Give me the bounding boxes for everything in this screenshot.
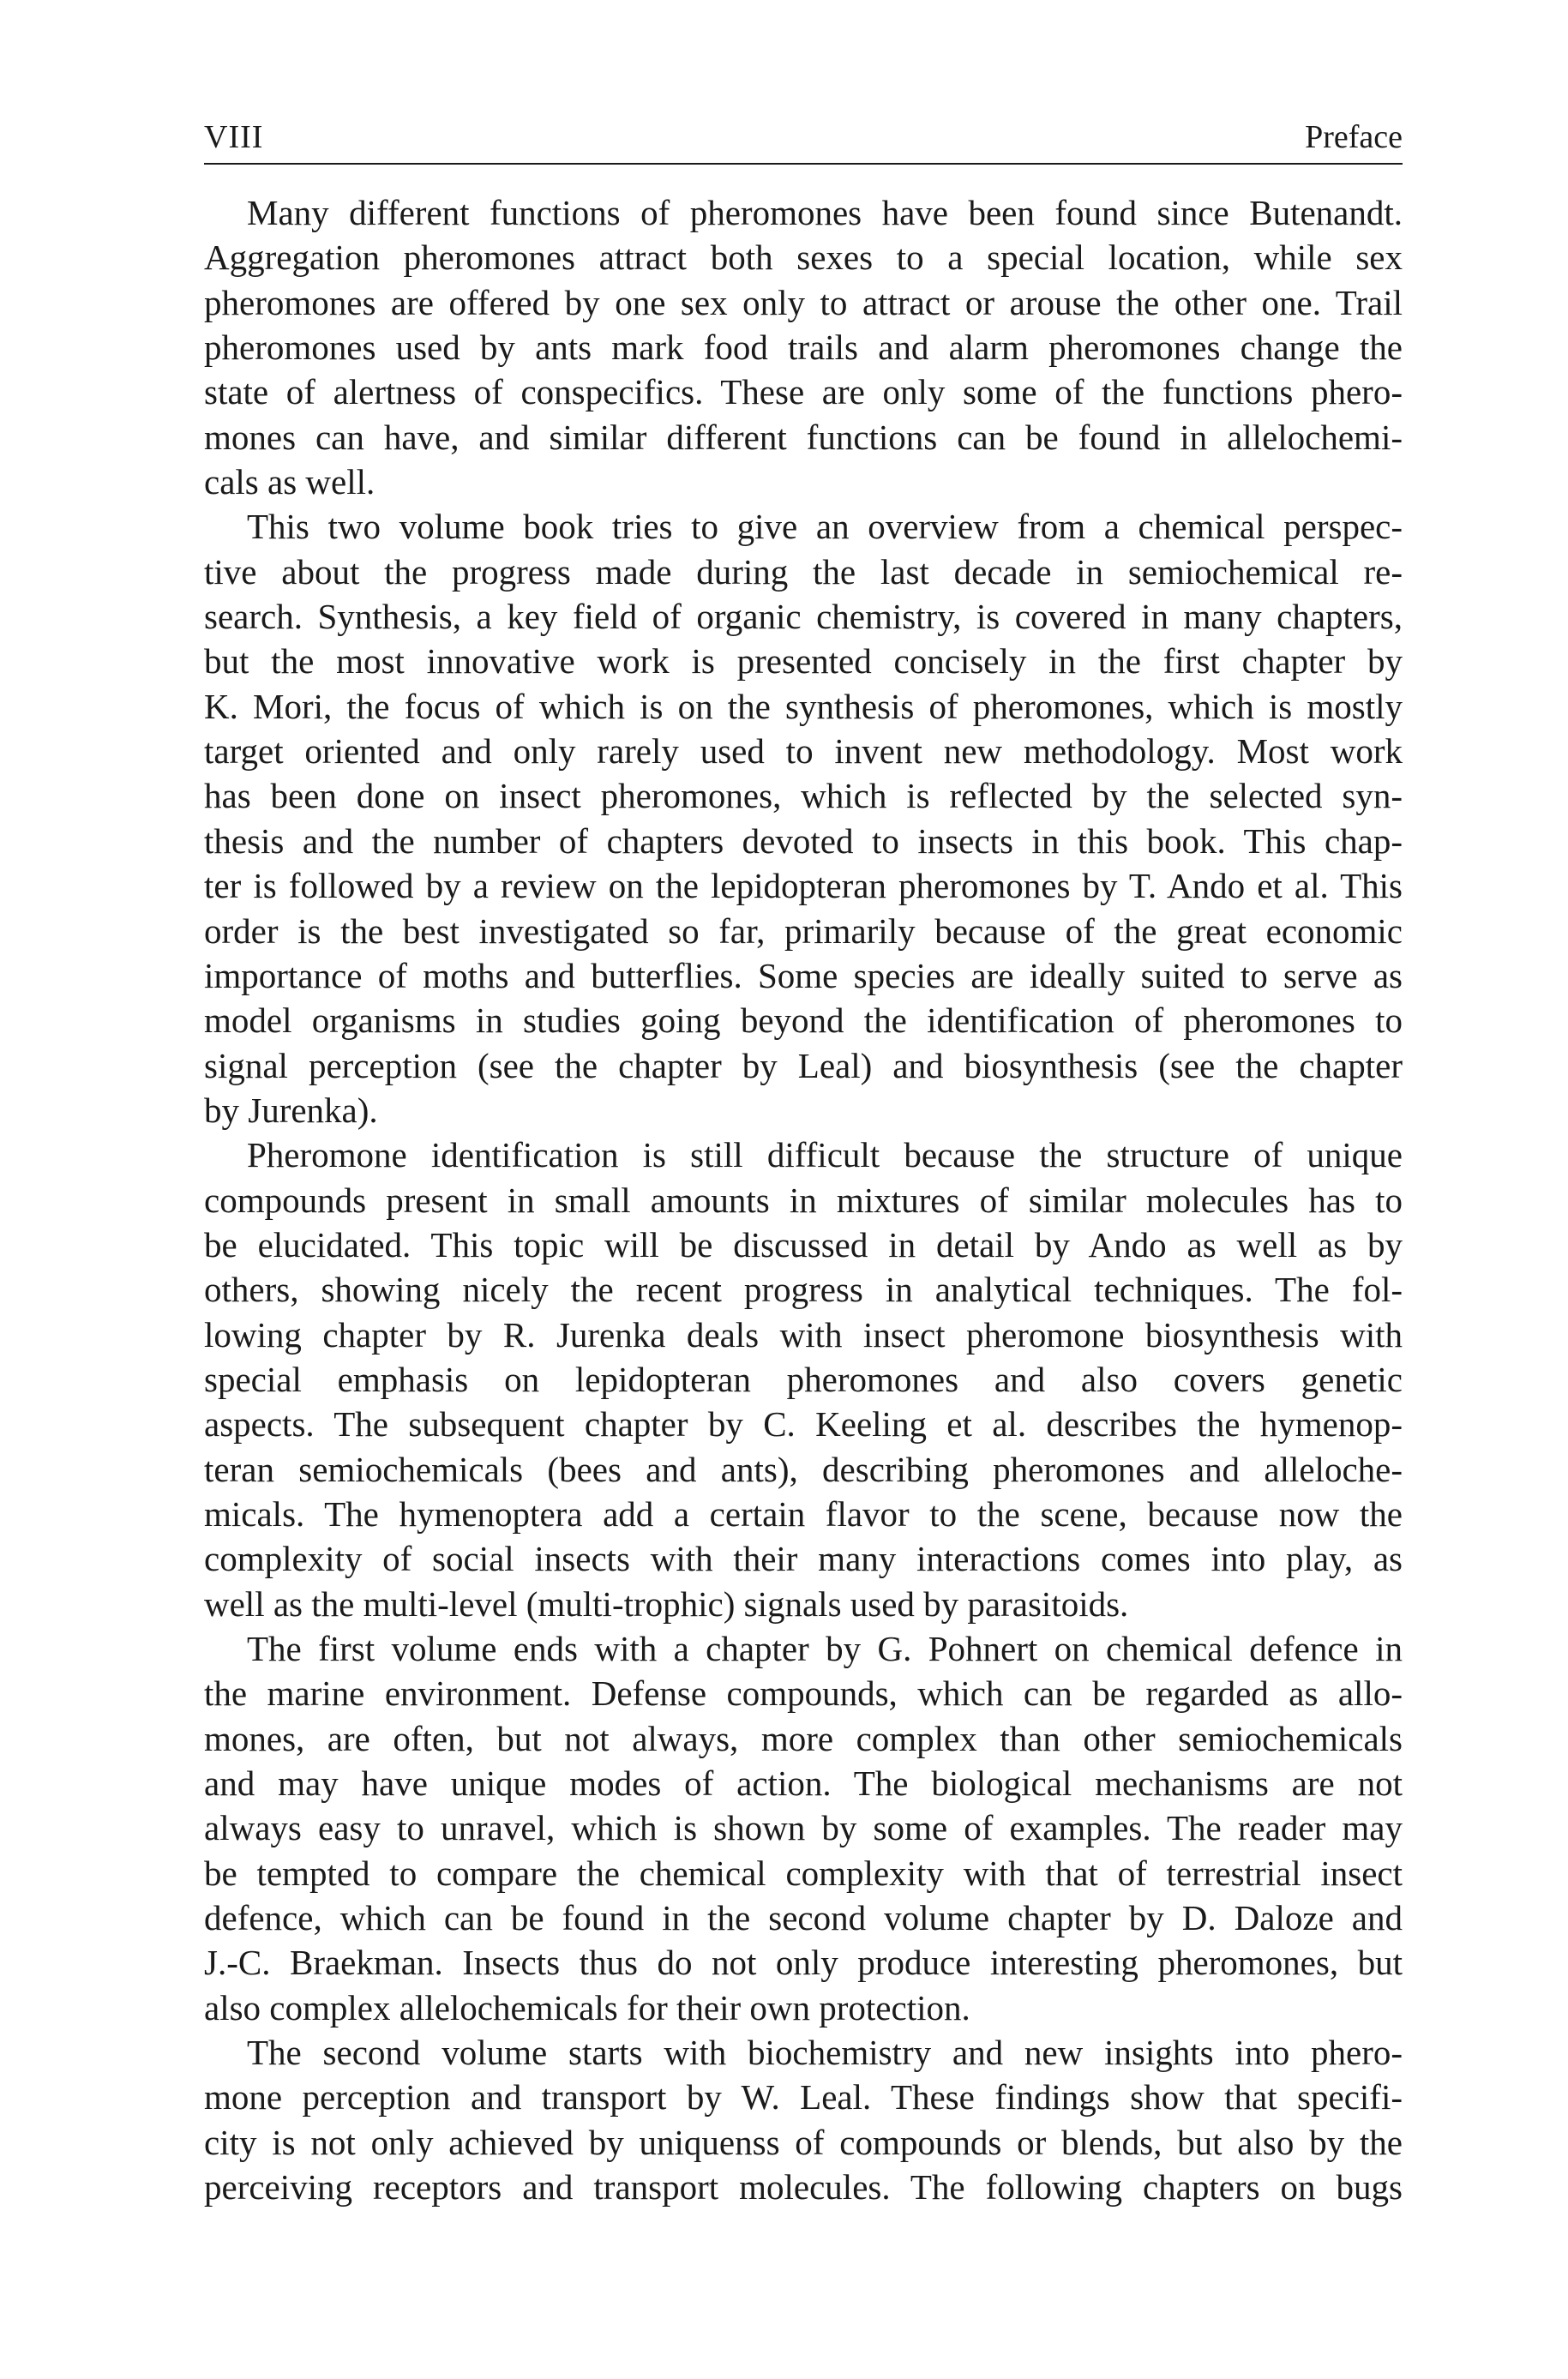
text-line: target oriented and only rarely used to invent new methodology. Most work [204,731,1403,772]
text-line: cals as well. [204,462,375,502]
paragraph [204,504,1403,1132]
page-number: VIII [204,119,264,155]
text-line: Pheromone identification is still difficult because the structure of unique [247,1135,1403,1175]
text-line: model organisms in studies going beyond the identification of pheromones to [204,1000,1403,1041]
running-head [204,118,1403,165]
text-line: Aggregation pheromones attract both sexes to a special location, while sex [204,237,1403,278]
text-line: mones, are often, but not always, more complex than other semiochemicals [204,1718,1403,1758]
section-title: Preface [1305,119,1403,155]
paragraph [204,190,1403,504]
text-line: be elucidated. This topic will be discussed in detail by Ando as well as by [204,1224,1403,1265]
text-line: lowing chapter by R. Jurenka deals with insect pheromone biosynthesis with [204,1314,1403,1355]
text-line: ter is followed by a review on the lepidopteran pheromones by T. Ando et al. This [204,866,1403,906]
text-line: defence, which can be found in the second volume chapter by D. Daloze and [204,1898,1403,1938]
text-line: aspects. The subsequent chapter by C. Keeling et al. describes the hymenop- [204,1404,1403,1445]
preface-body-text [204,190,1403,2209]
paragraph [204,2030,1403,2209]
text-line: The second volume starts with biochemistry and new insights into phero- [247,2033,1403,2073]
text-line: always easy to unravel, which is shown by some of examples. The reader may [204,1808,1403,1848]
text-line: The first volume ends with a chapter by G. Pohnert on chemical defence in [247,1629,1403,1668]
text-line: city is not only achieved by uniquenss of compounds or blends, but also by the [204,2122,1403,2162]
text-line: teran semiochemicals (bees and ants), describing pheromones and alleloche- [204,1449,1403,1489]
text-line: state of alertness of conspecifics. These are only some of the functions phero- [204,372,1403,412]
text-line: thesis and the number of chapters devoted to insects in this book. This chap- [204,820,1403,861]
text-line: compounds present in small amounts in mixtures of similar molecules has to [204,1180,1403,1220]
text-line: well as the multi-level (multi-trophic) signals used by parasitoids. [204,1583,1129,1624]
paragraph [204,1132,1403,1626]
text-line: pheromones are offered by one sex only to attract or arouse the other one. Trail [204,282,1403,322]
text-line: tive about the progress made during the last decade in semiochemical re- [204,551,1403,592]
text-line: importance of moths and butterflies. Some species are ideally suited to serve as [204,955,1403,995]
text-line: mones can have, and similar different functions can be found in allelochemi- [204,417,1403,457]
text-line: search. Synthesis, a key field of organic chemistry, is covered in many chapters, [204,597,1403,637]
text-line: micals. The hymenoptera add a certain flavor to the scene, because now the [204,1493,1403,1534]
text-line: signal perception (see the chapter by Leal) and biosynthesis (see the chapter [204,1045,1403,1085]
text-line: others, showing nicely the recent progress in analytical techniques. The fol- [204,1270,1403,1310]
text-line: mone perception and transport by W. Leal. These findings show that specifi- [204,2077,1403,2118]
text-line: also complex allelochemicals for their own protection. [204,1987,970,2028]
text-line: J.-C. Braekman. Insects thus do not only produce interesting pheromones, but [204,1943,1403,1983]
text-line: This two volume book tries to give an overview from a chemical perspec- [247,507,1403,547]
text-line: K. Mori, the focus of which is on the synthesis of pheromones, which is mostly [204,686,1403,726]
text-line: special emphasis on lepidopteran pheromones and also covers genetic [204,1359,1403,1399]
text-line: be tempted to compare the chemical complexity with that of terrestrial insect [204,1853,1403,1893]
text-line: complexity of social insects with their many interactions comes into play, as [204,1539,1403,1579]
text-line: the marine environment. Defense compounds, which can be regarded as allo- [204,1673,1403,1714]
text-line: Many different functions of pheromones have been found since Butenandt. [247,193,1403,232]
text-line: order is the best investigated so far, primarily because of the great economic [204,910,1403,951]
text-line: has been done on insect pheromones, which is reflected by the selected syn- [204,776,1403,816]
paragraph [204,1626,1403,2030]
text-line: perceiving receptors and transport molecules. The following chapters on bugs [204,2167,1403,2208]
text-line: but the most innovative work is presented concisely in the first chapter by [204,641,1403,682]
text-line: by Jurenka). [204,1090,378,1130]
text-line: pheromones used by ants mark food trails and alarm pheromones change the [204,327,1403,368]
text-line: and may have unique modes of action. The biological mechanisms are not [204,1763,1403,1804]
